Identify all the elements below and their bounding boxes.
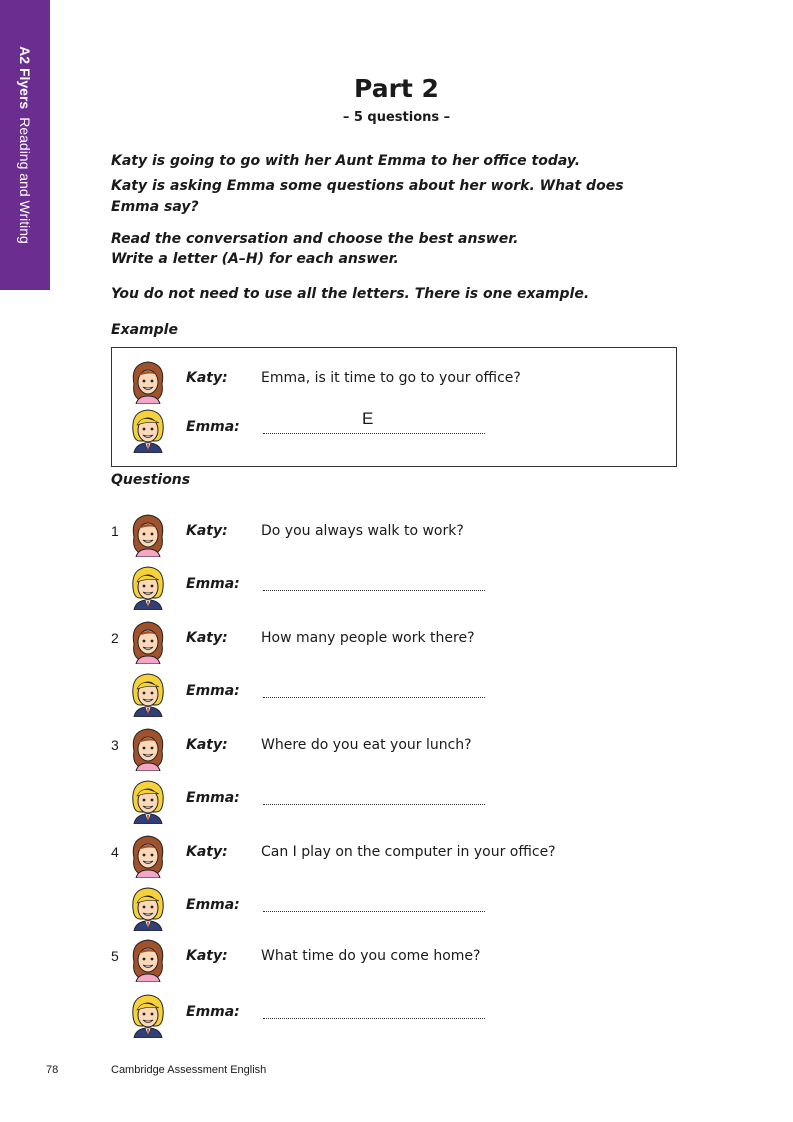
instruction-task-line-1: Read the conversation and choose the best answer. (111, 231, 519, 247)
page-number: 78 (46, 1064, 59, 1076)
example-answer: E (362, 409, 374, 428)
emma-avatar-icon (126, 564, 170, 610)
question-3-katy-row (0, 723, 793, 769)
speaker-katy: Katy: (186, 844, 228, 860)
answer-line[interactable] (263, 697, 485, 698)
emma-avatar-icon (126, 671, 170, 717)
speaker-emma: Emma: (186, 1004, 240, 1020)
example-answer-line (263, 433, 485, 434)
instruction-intro-line-2: Katy is asking Emma some questions about her work. What does (111, 178, 624, 194)
footer-publisher: Cambridge Assessment English (111, 1064, 267, 1076)
instruction-intro-line-1: Katy is going to go with her Aunt Emma to her office today. (111, 153, 581, 169)
page-subtitle: – 5 questions – (342, 110, 451, 125)
question-4-emma-row (0, 883, 793, 929)
example-question: Emma, is it time to go to your office? (261, 370, 521, 386)
speaker-katy: Katy: (186, 370, 228, 386)
instruction-intro-line-3: Emma say? (111, 199, 199, 215)
emma-avatar-icon (126, 992, 170, 1038)
example-katy-row (0, 356, 793, 402)
question-number: 1 (111, 523, 119, 539)
page-title: Part 2 (354, 74, 439, 103)
speaker-emma: Emma: (186, 683, 240, 699)
example-emma-row (0, 405, 793, 451)
question-2-katy-row (0, 616, 793, 662)
instruction-task-line-2: Write a letter (A–H) for each answer. (111, 251, 399, 267)
katy-avatar-icon (126, 358, 170, 404)
side-tab (0, 0, 50, 290)
katy-avatar-icon (126, 618, 170, 664)
speaker-katy: Katy: (186, 948, 228, 964)
question-4-katy-row (0, 830, 793, 876)
katy-avatar-icon (126, 511, 170, 557)
question-number: 5 (111, 948, 119, 964)
question-3-emma-row (0, 776, 793, 822)
question-2-emma-row (0, 669, 793, 715)
instruction-note: You do not need to use all the letters. There is one example. (111, 286, 590, 302)
example-heading: Example (111, 322, 178, 338)
answer-line[interactable] (263, 590, 485, 591)
question-text: How many people work there? (261, 630, 475, 646)
speaker-katy: Katy: (186, 523, 228, 539)
speaker-emma: Emma: (186, 419, 240, 435)
answer-line[interactable] (263, 1018, 485, 1019)
emma-avatar-icon (126, 778, 170, 824)
speaker-katy: Katy: (186, 630, 228, 646)
question-5-emma-row (0, 990, 793, 1036)
speaker-emma: Emma: (186, 790, 240, 806)
answer-line[interactable] (263, 911, 485, 912)
question-text: Where do you eat your lunch? (261, 737, 472, 753)
side-tab-section: Reading and Writing (17, 117, 33, 244)
question-text: Do you always walk to work? (261, 523, 464, 539)
speaker-emma: Emma: (186, 897, 240, 913)
question-text: What time do you come home? (261, 948, 481, 964)
emma-avatar-icon (126, 407, 170, 453)
question-number: 4 (111, 844, 119, 860)
questions-heading: Questions (111, 472, 191, 488)
question-1-emma-row (0, 562, 793, 608)
answer-line[interactable] (263, 804, 485, 805)
speaker-katy: Katy: (186, 737, 228, 753)
speaker-emma: Emma: (186, 576, 240, 592)
katy-avatar-icon (126, 936, 170, 982)
side-tab-level: A2 Flyers (17, 46, 33, 110)
question-1-katy-row (0, 509, 793, 555)
question-text: Can I play on the computer in your office? (261, 844, 556, 860)
emma-avatar-icon (126, 885, 170, 931)
question-5-katy-row (0, 934, 793, 980)
question-number: 2 (111, 630, 119, 646)
katy-avatar-icon (126, 832, 170, 878)
question-number: 3 (111, 737, 119, 753)
katy-avatar-icon (126, 725, 170, 771)
